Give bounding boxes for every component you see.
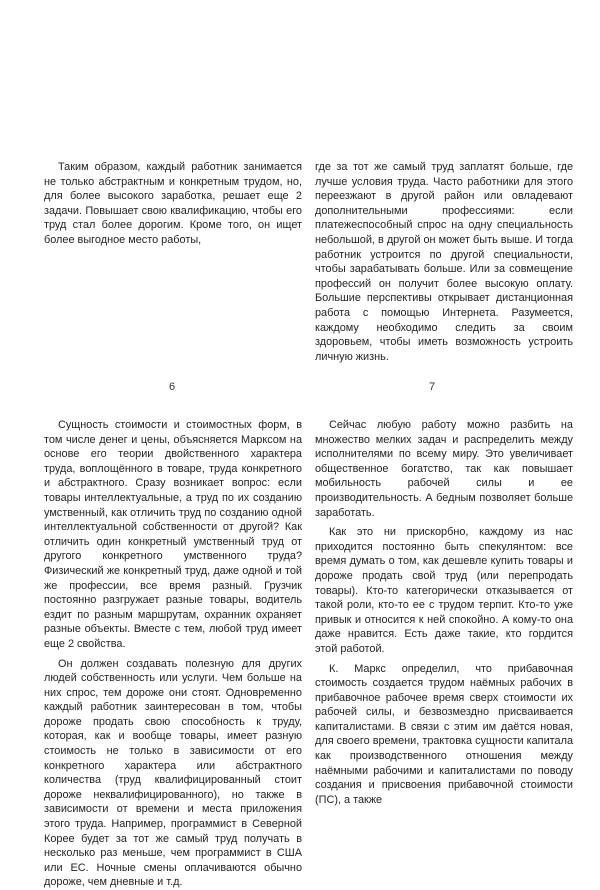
paragraph: где за тот же самый труд заплатят больше, где лучше условия труда. Часто работники для этого переезжают в другой район или овладевают дополнительными профессиями: если платежеспособный спрос на одну специальность небольшой, в другой он может быть выше. И тогда работник устроится по другой специальности, чтобы зарабатывать больше. Или за совмещение профессий он получит более высокую оплату. Большие перспективы открывает дистанционная работа с помощью Интернета. Разумеется, каждому необходимо следить за своим здоровьем, чтобы иметь возможность устроить личную жизнь. <box>315 160 573 364</box>
paragraph: К. Маркс определил, что прибавочная стоимость создается трудом наёмных рабочих в прибавочное рабочее время сверх стоимости их рабочей силы, и безвозмездно присваивается капиталистами. В связи с этим им даётся новая, для своего времени, трактовка сущности капитала как производственного отношения между наёмными рабочими и капиталистами по поводу создания и присвоения прибавочной стоимости (ПС), а также <box>315 662 573 808</box>
paragraph: Сущность стоимости и стоимостных форм, в том числе денег и цены, объясняется Марксом на основе его теории двойственного характера труда, воплощённого в товаре, труда конкретного и абстрактного. Сразу возникает вопрос: если товары интеллектуальные, а труд по их созданию умственный, как отличить труд по созданию одной интеллектуальной собственности от другой? Как отличить один конкретный умственный труд от другого конкретного умственного труда? Физический же конкретный труд, даже одной и той же профессии, все время разный. Грузчик постоянно разгружает разные товары, водитель ездит по разным маршрутам, охранник охраняет разные объекты. Вместе с тем, любой труд имеет еще 2 свойства. <box>44 418 302 652</box>
page-number-right: 7 <box>429 381 435 393</box>
left-page-text-continued <box>44 418 302 745</box>
right-page-text-continued <box>315 418 573 745</box>
page-number-left: 6 <box>169 381 175 393</box>
paragraph: Как это ни прискорбно, каждому из нас приходится постоянно быть спекулянтом: все время думать о том, как дешевле купить товары и дороже продать свой труд (или перепродать товары). Кто-то категорически отказывается от такой роли, кто-то ее с трудом терпит. Кто-то уже привык и относится к ней спокойно. А кому-то она даже нравится. Есть даже такие, кто гордится этой работой. <box>315 525 573 656</box>
right-page-text <box>315 160 573 369</box>
paragraph: Таким образом, каждый работник занимается не только абстрактным и конкретным трудом, но, для более высокого заработка, решает еще 2 задачи. Повышает свою квалификацию, чтобы его труд стал более дорогим. Кроме того, он ищет более выгодное место работы, <box>44 160 302 248</box>
paragraph: Сейчас любую работу можно разбить на множество мелких задач и распределить между исполнителями по всему миру. Это увеличивает общественное богатство, так как повышает мобильность рабочей силы и ее производительность. А бедным позволяет больше заработать. <box>315 418 573 520</box>
left-page-text <box>44 160 302 253</box>
paragraph: Он должен создавать полезную для других людей собственность или услуги. Чем больше на них спрос, тем дороже они стоят. Одновременно каждый работник заинтересован в том, чтобы дороже продать свою способность к труду, которая, как и вообще товары, имеет разную стоимость не только в зависимости от его конкретного характера или абстрактного количества (труд квалифицированный стоит дороже неквалифицированного), но также в зависимости от времени и места приложения этого труда. Например, программист в Северной Корее будет за тот же самый труд получать в несколько раз меньше, чем программист в США или ЕС. Ночные смены оплачиваются обычно дороже, чем дневные и т.д. <box>44 657 302 890</box>
